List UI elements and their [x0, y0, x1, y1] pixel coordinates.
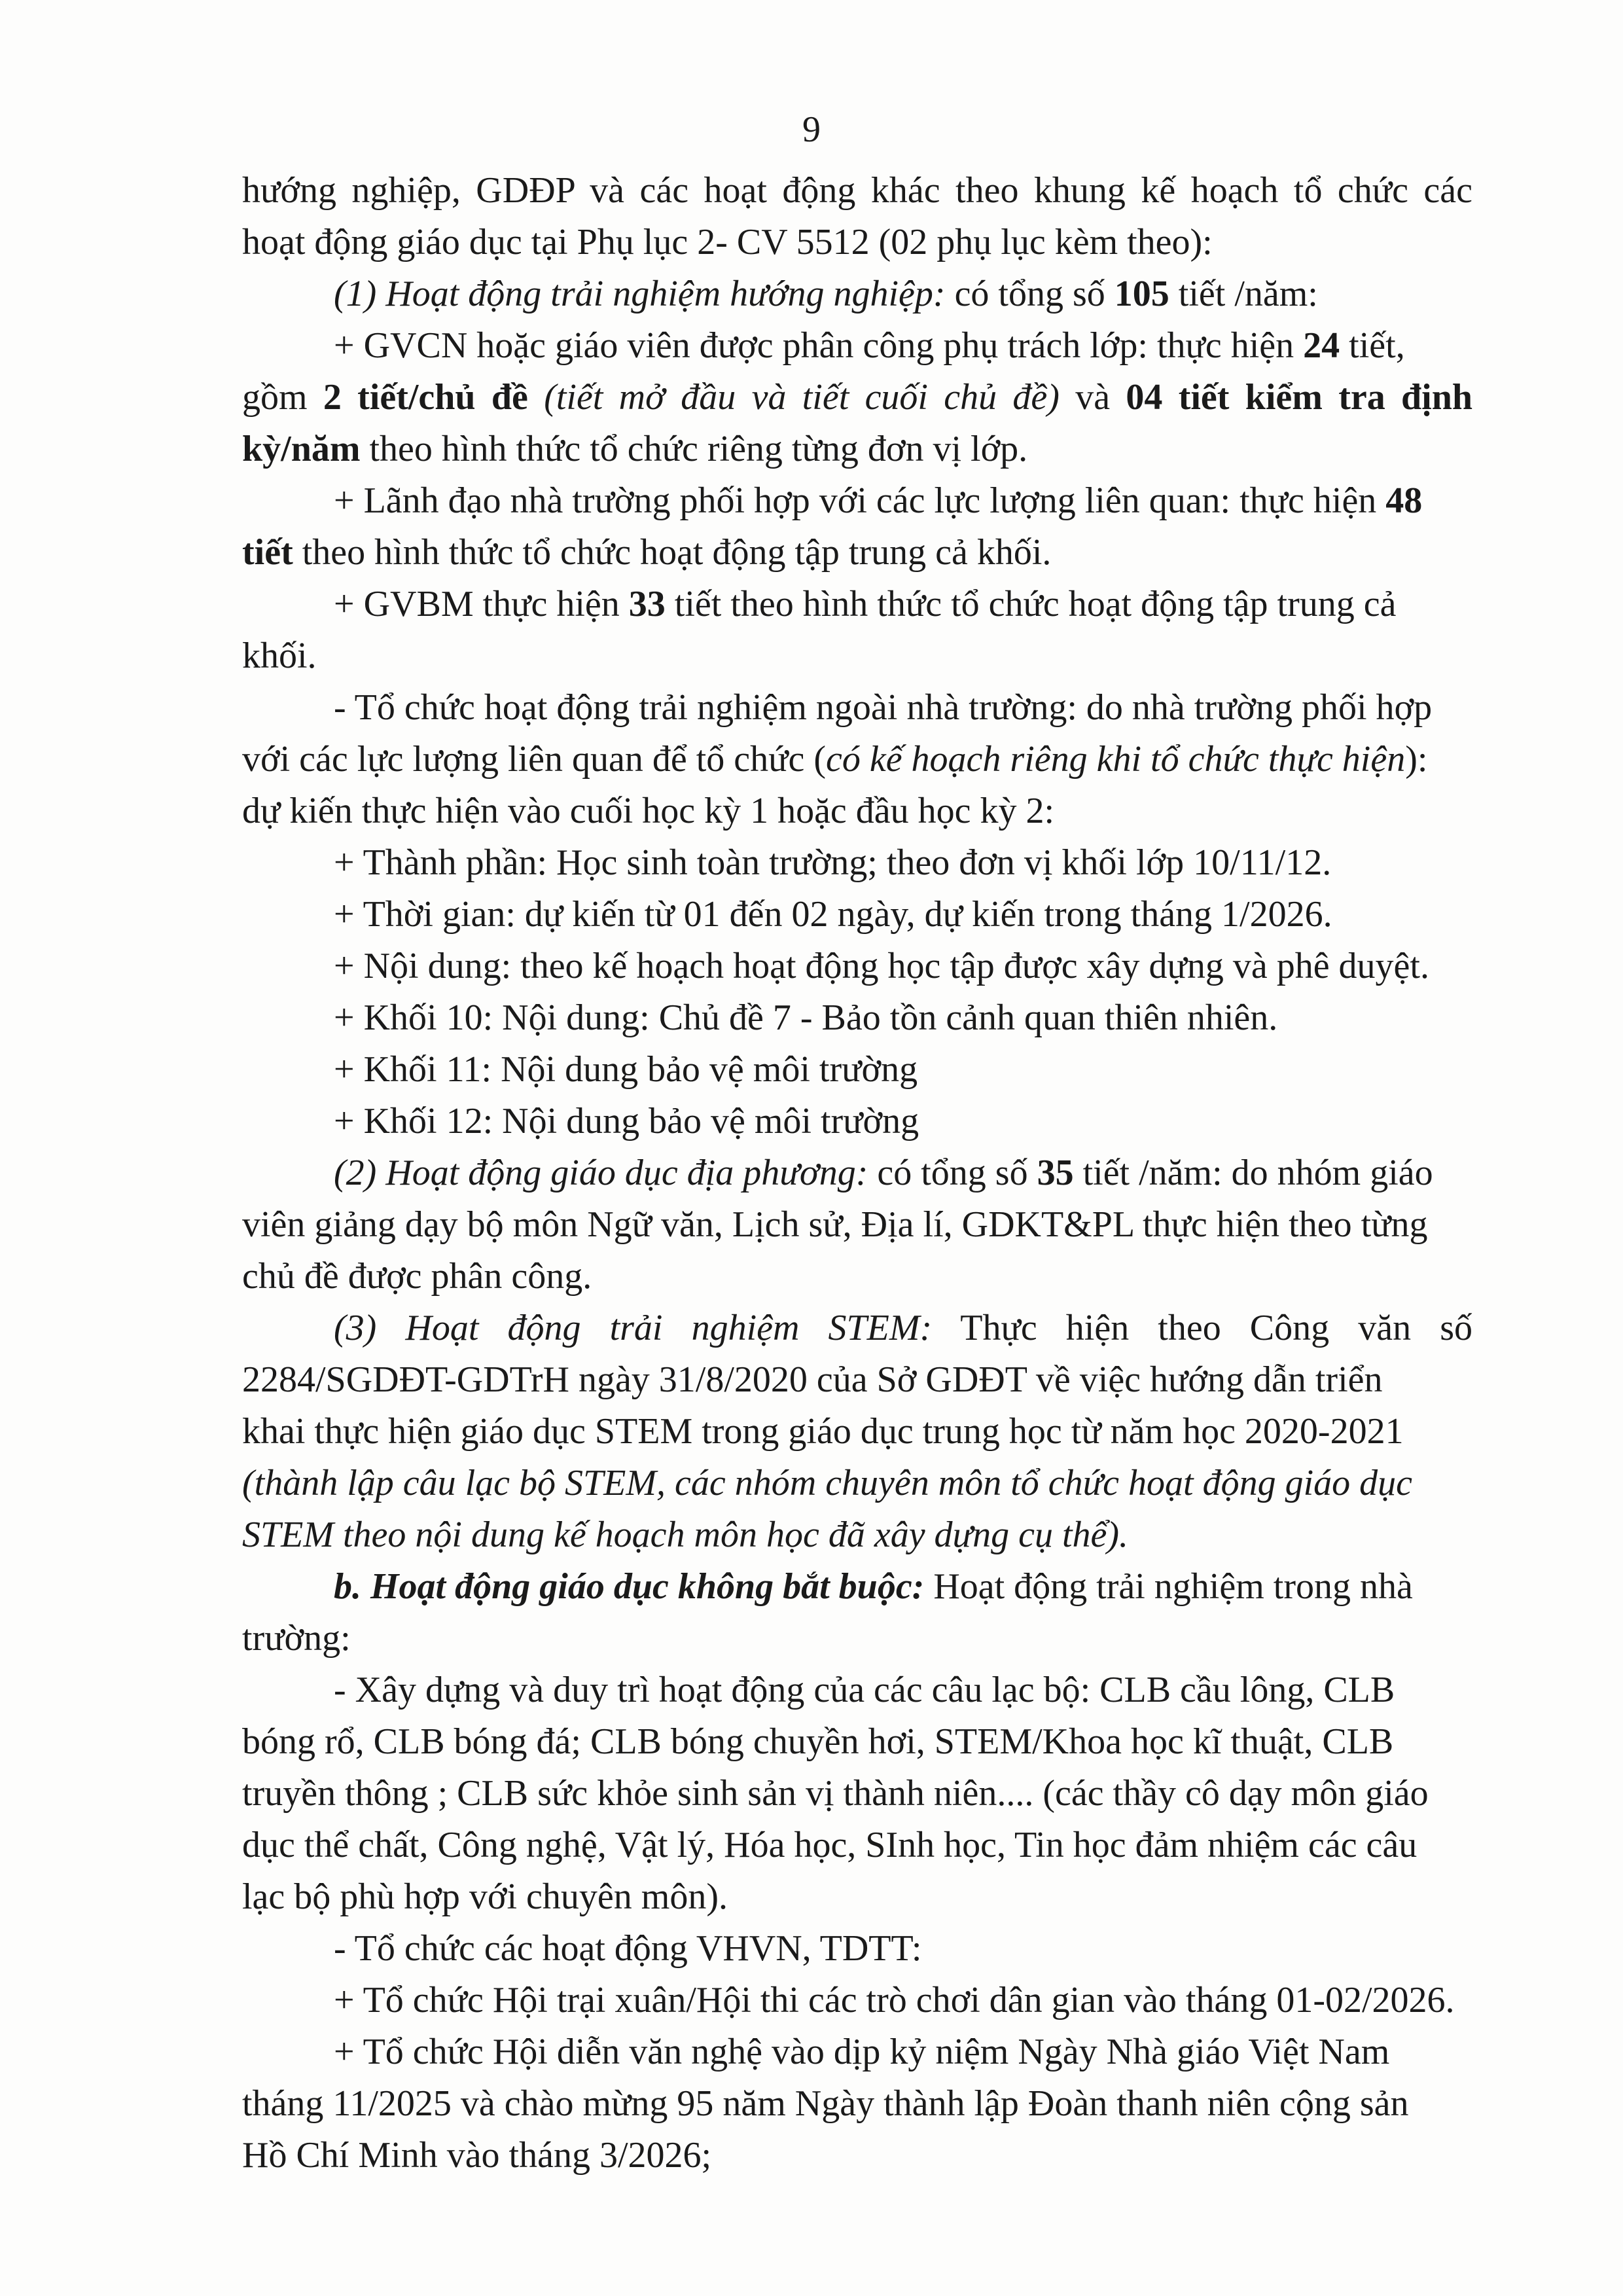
text-line: + Thời gian: dự kiến từ 01 đến 02 ngày, dự kiến trong tháng 1/2026.: [334, 894, 1332, 935]
section-heading: b. Hoạt động giáo dục không bắt buộc:: [334, 1566, 925, 1607]
text-line: chủ đề được phân công.: [242, 1256, 592, 1297]
text-line: 2284/SGDĐT-GDTrH ngày 31/8/2020 của Sở GDĐT về việc hướng dẫn triển: [242, 1359, 1383, 1400]
text-line: tháng 11/2025 và chào mừng 95 năm Ngày thành lập Đoàn thanh niên cộng sản: [242, 2083, 1409, 2124]
text-line: + Khối 11: Nội dung bảo vệ môi trường: [334, 1049, 918, 1090]
section-heading: (1) Hoạt động trải nghiệm hướng nghiệp:: [334, 274, 946, 314]
text-line: - Tổ chức hoạt động trải nghiệm ngoài nhà trường: do nhà trường phối hợp: [334, 687, 1433, 728]
text-line: b. Hoạt động giáo dục không bắt buộc: Hoạt động trải nghiệm trong nhà: [334, 1566, 1413, 1607]
text-line: viên giảng dạy bộ môn Ngữ văn, Lịch sử, Địa lí, GDKT&PL thực hiện theo từng: [242, 1204, 1428, 1245]
text-line: + GVCN hoặc giáo viên được phân công phụ trách lớp: thực hiện 24 tiết,: [334, 325, 1405, 366]
text-line: trường:: [242, 1618, 351, 1659]
text-line: (thành lập câu lạc bộ STEM, các nhóm chuyên môn tổ chức hoạt động giáo dục: [242, 1463, 1412, 1503]
text-line: hoạt động giáo dục tại Phụ lục 2- CV 5512 (02 phụ lục kèm theo):: [242, 222, 1213, 262]
document-body: [242, 165, 1472, 2181]
section-heading: (3) Hoạt động trải nghiệm STEM:: [334, 1308, 933, 1348]
text-line: STEM theo nội dung kế hoạch môn học đã xây dựng cụ thể).: [242, 1515, 1129, 1555]
text-line: + Khối 12: Nội dung bảo vệ môi trường: [334, 1101, 919, 1141]
text-line: kỳ/năm theo hình thức tổ chức riêng từng đơn vị lớp.: [242, 429, 1028, 469]
text-line: (2) Hoạt động giáo dục địa phương: có tổng số 35 tiết /năm: do nhóm giáo: [334, 1153, 1433, 1193]
text-line: gồm 2 tiết/chủ đề (tiết mở đầu và tiết cuối chủ đề) và 04 tiết kiểm tra định: [242, 377, 1473, 418]
text-line: + Tổ chức Hội trại xuân/Hội thi các trò chơi dân gian vào tháng 01-02/2026.: [334, 1980, 1455, 2020]
text-line: dự kiến thực hiện vào cuối học kỳ 1 hoặc đầu học kỳ 2:: [242, 791, 1055, 831]
text-line: khai thực hiện giáo dục STEM trong giáo dục trung học từ năm học 2020-2021: [242, 1411, 1404, 1452]
text-line: khối.: [242, 636, 317, 676]
text-line: - Tổ chức các hoạt động VHVN, TDTT:: [334, 1928, 922, 1969]
text-line: + Lãnh đạo nhà trường phối hợp với các lực lượng liên quan: thực hiện 48: [334, 480, 1423, 521]
text-line: Hồ Chí Minh vào tháng 3/2026;: [242, 2135, 712, 2176]
text-line: truyền thông ; CLB sức khỏe sinh sản vị thành niên.... (các thầy cô dạy môn giáo: [242, 1773, 1429, 1814]
text-line: (3) Hoạt động trải nghiệm STEM: Thực hiện theo Công văn số: [334, 1308, 1472, 1348]
text-line: + Khối 10: Nội dung: Chủ đề 7 - Bảo tồn cảnh quan thiên nhiên.: [334, 997, 1278, 1038]
section-heading: (2) Hoạt động giáo dục địa phương:: [334, 1153, 868, 1193]
text-line: - Xây dựng và duy trì hoạt động của các câu lạc bộ: CLB cầu lông, CLB: [334, 1670, 1395, 1710]
text-line: (1) Hoạt động trải nghiệm hướng nghiệp: có tổng số 105 tiết /năm:: [334, 274, 1318, 314]
page-number: 9: [802, 109, 821, 150]
text-line: tiết theo hình thức tổ chức hoạt động tập trung cả khối.: [242, 532, 1052, 573]
text-line: dục thể chất, Công nghệ, Vật lý, Hóa học, SInh học, Tin học đảm nhiệm các câu: [242, 1825, 1418, 1865]
text-line: lạc bộ phù hợp với chuyên môn).: [242, 1876, 728, 1917]
text-line: + Nội dung: theo kế hoạch hoạt động học tập được xây dựng và phê duyệt.: [334, 946, 1429, 986]
text-line: với các lực lượng liên quan để tổ chức (có kế hoạch riêng khi tổ chức thực hiện):: [242, 739, 1428, 780]
text-line: bóng rổ, CLB bóng đá; CLB bóng chuyền hơi, STEM/Khoa học kĩ thuật, CLB: [242, 1721, 1394, 1762]
text-line: + Thành phần: Học sinh toàn trường; theo đơn vị khối lớp 10/11/12.: [334, 842, 1332, 883]
text-line: hướng nghiệp, GDĐP và các hoạt động khác theo khung kế hoạch tổ chức các: [242, 170, 1472, 211]
text-line: + GVBM thực hiện 33 tiết theo hình thức tổ chức hoạt động tập trung cả: [334, 584, 1397, 624]
text-line: + Tổ chức Hội diễn văn nghệ vào dịp kỷ niệm Ngày Nhà giáo Việt Nam: [334, 2032, 1390, 2072]
